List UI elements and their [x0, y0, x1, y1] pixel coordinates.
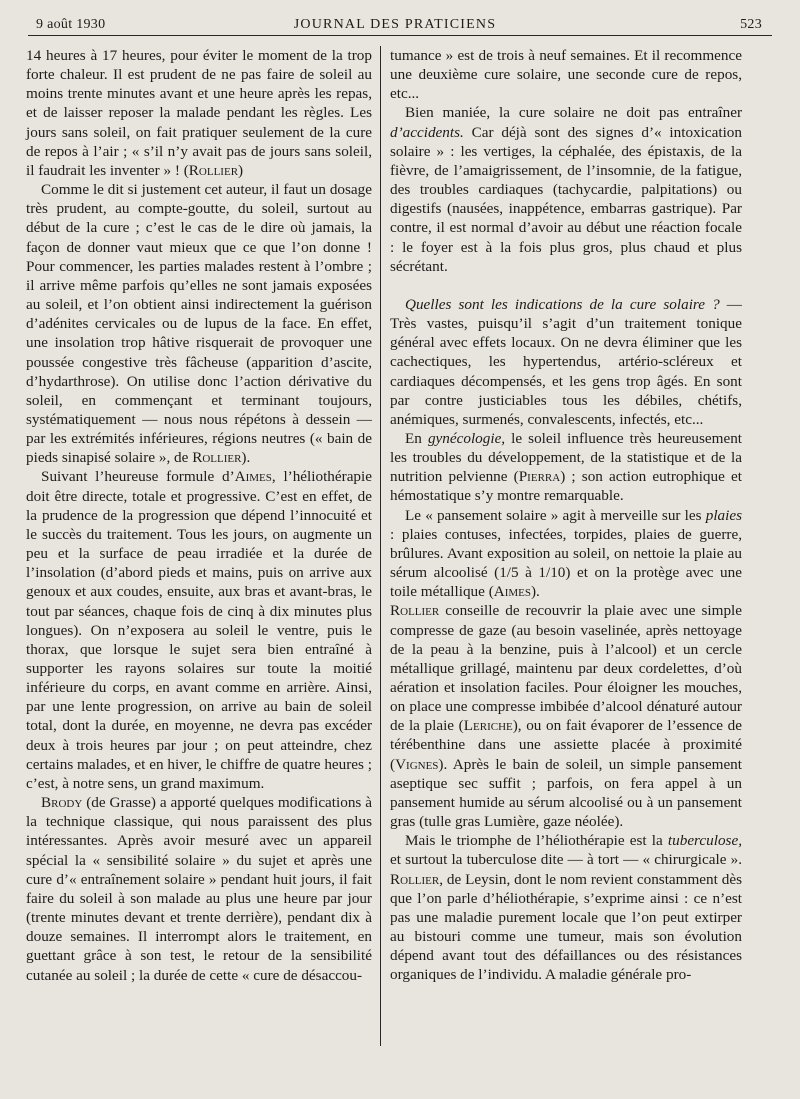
- left-column: [26, 46, 372, 985]
- paragraph: Brody (de Grasse) a apporté quelques modifications à la technique classique, qui nous paraissent des plus intéressantes. Après avoir mesuré avec un appareil spécial la « sensibilité solaire » du sujet et après une cure d’« entraînement solaire » pendant huit jours, il fait faire du soleil à son malade au plus une heure par jour (trente minutes devant et trente derrière), pendant dix à douze semaines. Il interrompt alors le traitement, en guettant grâce à son test, le retour de la sensibilité cutanée au soleil ; la durée de cette « cure de désaccou-: [26, 794, 372, 984]
- paragraph: 14 heures à 17 heures, pour éviter le moment de la trop forte chaleur. Il est prudent de ne pas faire de soleil au moins trente minutes avant et une heure après les repas, et de laisser reposer la malade pendant les règles. Les jours sans soleil, on fait pratiquer seulement de la cure de repos à l’air ; « s’il n’y avait pas de jours sans soleil, il faudrait les inventer » ! (Rollier): [26, 47, 372, 179]
- paragraph: Rollier conseille de recouvrir la plaie avec une simple compresse de gaze (au besoin vaselinée, après nettoyage de la peau à la benzine, puis à l’alcool) et un cercle métallique grillagé, maintenu par deux cordelettes, d’où aération et insolation faciles. Pour éloigner les mouches, on place une compresse imbibée d’alcool dénaturé autour de la plaie (Leriche), ou on fait évaporer de l’essence de térébenthine dans une assiette placée à proximité (Vignes). Après le bain de soleil, un simple pansement aseptique sec suffit ; parfois, on fera appel à un pansement humide au sérum alcoolisé ou à un pansement gras (tulle gras Lumière, gaze néolée).: [390, 602, 742, 831]
- author-name: Rollier: [390, 602, 440, 620]
- section-question: Quelles sont les indications de la cure solaire ?: [405, 295, 720, 313]
- header-date: 9 août 1930: [36, 17, 106, 32]
- author-name: Pierra: [518, 468, 561, 486]
- author-name: Vignes: [395, 755, 439, 773]
- header-rule: [28, 35, 772, 36]
- author-name: Aimes: [234, 468, 272, 486]
- paragraph: Mais le triomphe de l’héliothérapie est la tuberculose, et surtout la tuberculose dite — à tort — « chirurgicale ». Rollier, de Leysin, dont le nom revient constamment dès que l’on parle d’héliothérapie, s’exprime ainsi : ce n’est pas une maladie purement locale que l’on peut extirper au bistouri comme une tumeur, mais son évolution dépend avant tout des défaillances ou des résistances organiques de l’individu. A maladie générale pro-: [390, 832, 742, 984]
- journal-title: JOURNAL DES PRATICIENS: [293, 17, 497, 32]
- paragraph: Suivant l’heureuse formule d’Aimes, l’héliothérapie doit être directe, totale et progressive. C’est en effet, de la prudence de la progression que dépend l’innocuité et le succès du traitement. Tous les jours, on augmente un peu et la surface de peau irradiée et la durée de l’insolation (d’abord pieds et mains, puis on arrive aux genoux et aux coudes, ensuite, aux bras et avant-bras, le tout par séances, chaque fois de cinq à dix minutes plus longues). On n’exposera au soleil le ventre, puis le thorax, que lorsque le sujet sera bien entraîné à supporter les rayons solaires sur toute la moitié inférieure du corps, en avant comme en arrière. Ainsi, par une lente progression, on arrive au bain de soleil total, dont la durée, en moyenne, ne devra pas excéder deux à trois heures par jour ; on peut atteindre, chez certains malades, et en hiver, le chiffre de quatre heures ; c’est, à notre sens, un grand maximum.: [26, 468, 372, 792]
- page-number: 523: [740, 17, 762, 32]
- paragraph: Le « pansement solaire » agit à merveille sur les plaies : plaies contuses, infectées, torpides, plaies de guerre, brûlures. Avant exposition au soleil, on nettoie la plaie au sérum alcoolisé (1/5 à 1/10) et on la protège avec une toile métallique (Aimes).: [390, 506, 742, 601]
- paragraph: Quelles sont les indications de la cure solaire ? — Très vastes, puisqu’il s’agit d’un traitement tonique général avec effets locaux. On ne devra éliminer que les cachectiques, les hypertendus, artério-scléreux et cardiaques décompensés, et les gens trop âgés. En sont par contre justiciables tous les débiles, chétifs, anémiques, surmenés, convalescents, infectés, etc...: [390, 295, 742, 428]
- right-column: [390, 46, 742, 985]
- paragraph: Bien maniée, la cure solaire ne doit pas entraîner d’accidents. Car déjà sont des signes d’« intoxication solaire » : les vertiges, la céphalée, des épistaxis, de la fièvre, de l’amaigrissement, de l’insomnie, de la fatigue, des troubles cardiaques (tachycardie, palpitations) ou digestifs (nausées, inappétence, embarras gastrique). Par contre, il est normal d’avoir au début une réaction focale : le foyer est à la fois plus gros, plus chaud et plus sécrétant.: [390, 104, 742, 275]
- author-name: Rollier: [390, 870, 440, 888]
- paragraph: En gynécologie, le soleil influence très heureusement les troubles du développement, de la statistique et de la nutrition pelvienne (Pierra) ; son action eutrophique et hémostatique s’y montre remarquable.: [390, 429, 743, 505]
- author-name: Rollier: [188, 161, 239, 179]
- author-name: Rollier: [192, 449, 242, 467]
- author-name: Aimes: [493, 583, 531, 601]
- running-header: [28, 14, 762, 36]
- paragraph: tumance » est de trois à neuf semaines. Et il recommence une deuxième cure solaire, une seconde cure de repos, etc...: [390, 47, 742, 103]
- author-name: Leriche: [463, 717, 513, 735]
- paragraph: Comme le dit si justement cet auteur, il faut un dosage très prudent, au compte-goutte, du soleil, surtout au début de la cure ; c’est le cas de le dire où jamais, la façon de donner vaut mieux que ce que l’on donne ! Pour commencer, les parties malades restent à l’ombre ; il arrive même parfois qu’elles ne sont jamais exposées au soleil, et l’on obtient ainsi indirectement la guérison d’adénites cervicales ou de lupus de la face. En effet, une insolation trop hâtive risquerait de provoquer une poussée congestive très fâcheuse (apparition d’ascite, d’hydarthrose). On utilise donc l’action dérivative du soleil, en commençant et terminant toujours, systématiquement — nous nous répétons à dessein — par les extrémités inférieures, régions neutres (« bain de pieds sinapisé solaire », de Rollier).: [26, 181, 372, 467]
- author-name: Brody: [41, 794, 83, 812]
- column-divider: [380, 46, 381, 1046]
